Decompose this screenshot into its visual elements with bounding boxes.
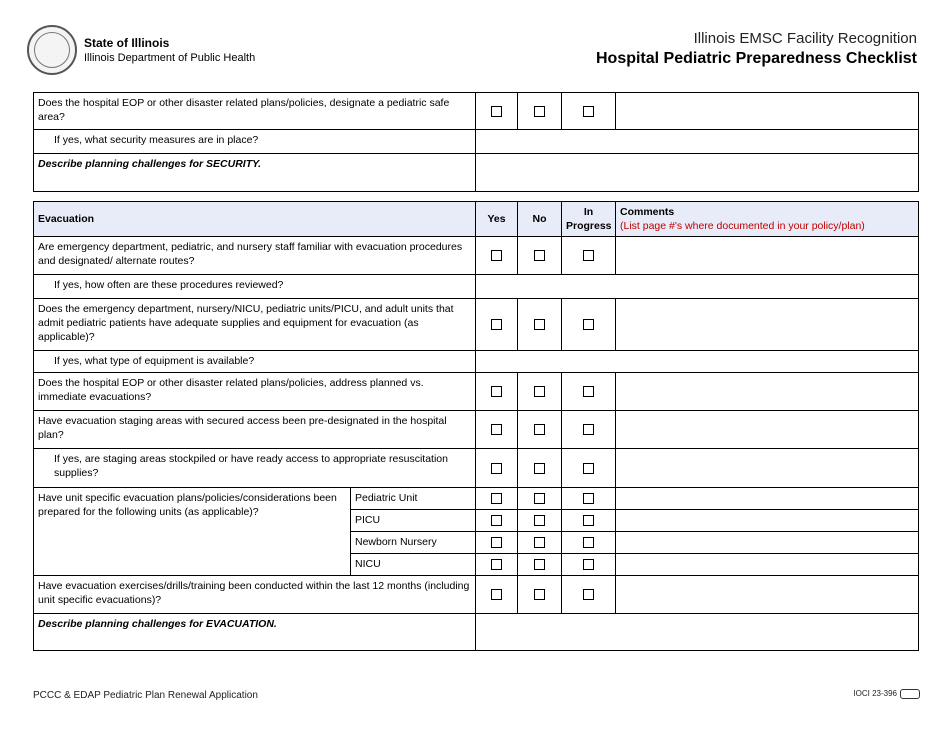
in-progress-checkbox[interactable] [583, 386, 594, 397]
no-checkbox[interactable] [534, 589, 545, 600]
question-text: Have unit specific evacuation plans/policies/considerations been prepared for the following units (as applicable)? [34, 488, 351, 576]
no-checkbox[interactable] [534, 463, 545, 474]
in-progress-checkbox[interactable] [583, 559, 594, 570]
program-title: Illinois EMSC Facility Recognition [693, 30, 917, 47]
in-progress-cell [562, 532, 616, 554]
comments-field[interactable] [616, 299, 919, 351]
in-progress-cell [562, 299, 616, 351]
yes-checkbox[interactable] [491, 589, 502, 600]
table-row [34, 130, 919, 154]
in-progress-cell [562, 576, 616, 614]
comments-field[interactable] [616, 93, 919, 130]
yes-checkbox[interactable] [491, 424, 502, 435]
table-row [34, 576, 919, 614]
table-row [34, 351, 919, 373]
state-name: State of Illinois [84, 36, 170, 50]
yes-cell [476, 576, 518, 614]
no-cell [518, 449, 562, 488]
table-row [34, 614, 919, 651]
footer-code [853, 689, 920, 699]
table-row [34, 449, 919, 488]
yes-checkbox[interactable] [491, 515, 502, 526]
yes-checkbox[interactable] [491, 463, 502, 474]
answer-field[interactable] [476, 351, 919, 373]
yes-cell [476, 237, 518, 275]
page-header [0, 0, 950, 90]
no-cell [518, 554, 562, 576]
in-progress-cell [562, 373, 616, 411]
table-row [34, 373, 919, 411]
department-name: Illinois Department of Public Health [84, 52, 256, 64]
footer-code-text: IOCI 23-396 [853, 689, 897, 699]
question-text: Does the emergency department, nursery/NICU, pediatric units/PICU, and adult units that admit pediatric patients have adequate supplies and equipment for evacuation (as applicable)? [34, 299, 476, 351]
sub-question-text: If yes, are staging areas stockpiled or have ready access to appropriate resuscitation supplies? [34, 449, 476, 488]
in-progress-cell [562, 510, 616, 532]
table-row [34, 275, 919, 299]
in-progress-checkbox[interactable] [583, 463, 594, 474]
no-checkbox[interactable] [534, 515, 545, 526]
in-progress-checkbox[interactable] [583, 319, 594, 330]
comments-field[interactable] [616, 449, 919, 488]
yes-cell [476, 411, 518, 449]
state-seal-icon [27, 25, 77, 75]
unit-label: Pediatric Unit [351, 488, 476, 510]
yes-cell [476, 554, 518, 576]
unit-label: PICU [351, 510, 476, 532]
printer-mark-icon [900, 689, 920, 699]
yes-header: Yes [476, 202, 518, 237]
question-text: Are emergency department, pediatric, and nursery staff familiar with evacuation procedures and designated/ alternate routes? [34, 237, 476, 275]
comments-field[interactable] [616, 532, 919, 554]
sub-question-text: If yes, what security measures are in place? [34, 130, 476, 154]
no-checkbox[interactable] [534, 424, 545, 435]
yes-checkbox[interactable] [491, 319, 502, 330]
table-row [34, 488, 919, 510]
in-progress-cell [562, 237, 616, 275]
no-cell [518, 532, 562, 554]
in-progress-cell [562, 93, 616, 130]
in-progress-checkbox[interactable] [583, 493, 594, 504]
unit-label: NICU [351, 554, 476, 576]
in-progress-header: In Progress [562, 202, 616, 237]
comments-field[interactable] [616, 488, 919, 510]
yes-checkbox[interactable] [491, 250, 502, 261]
in-progress-checkbox[interactable] [583, 589, 594, 600]
in-progress-checkbox[interactable] [583, 250, 594, 261]
yes-cell [476, 532, 518, 554]
challenges-label: Describe planning challenges for SECURITY. [34, 154, 476, 192]
question-text: Does the hospital EOP or other disaster related plans/policies, designate a pediatric safe area? [34, 93, 476, 130]
comments-field[interactable] [616, 510, 919, 532]
sub-question-text: If yes, what type of equipment is available? [34, 351, 476, 373]
unit-label: Newborn Nursery [351, 532, 476, 554]
question-text: Have evacuation staging areas with secured access been pre-designated in the hospital plan? [34, 411, 476, 449]
no-cell [518, 237, 562, 275]
in-progress-cell [562, 488, 616, 510]
challenges-field[interactable] [476, 154, 919, 192]
no-cell [518, 93, 562, 130]
in-progress-checkbox[interactable] [583, 106, 594, 117]
no-cell [518, 576, 562, 614]
table-header-row [34, 202, 919, 237]
table-row [34, 154, 919, 192]
no-cell [518, 299, 562, 351]
in-progress-cell [562, 554, 616, 576]
in-progress-checkbox[interactable] [583, 515, 594, 526]
challenges-field[interactable] [476, 614, 919, 651]
yes-cell [476, 299, 518, 351]
comments-field[interactable] [616, 411, 919, 449]
comments-header-label: Comments [620, 206, 675, 218]
checklist-title: Hospital Pediatric Preparedness Checklist [595, 50, 917, 67]
answer-field[interactable] [476, 275, 919, 299]
in-progress-cell [562, 411, 616, 449]
sub-question-text: If yes, how often are these procedures reviewed? [34, 275, 476, 299]
yes-checkbox[interactable] [491, 493, 502, 504]
footer-label: PCCC & EDAP Pediatric Plan Renewal Application [33, 690, 258, 701]
no-cell [518, 373, 562, 411]
yes-checkbox[interactable] [491, 559, 502, 570]
in-progress-checkbox[interactable] [583, 424, 594, 435]
in-progress-cell [562, 449, 616, 488]
in-progress-checkbox[interactable] [583, 537, 594, 548]
comments-header-note: (List page #'s where documented in your policy/plan) [620, 220, 865, 232]
question-text: Have evacuation exercises/drills/training been conducted within the last 12 months (including unit specific evacuations)? [34, 576, 476, 614]
table-row [34, 237, 919, 275]
yes-cell [476, 488, 518, 510]
comments-field[interactable] [616, 554, 919, 576]
yes-cell [476, 93, 518, 130]
evacuation-table [33, 201, 919, 651]
no-header: No [518, 202, 562, 237]
table-row [34, 93, 919, 130]
no-cell [518, 510, 562, 532]
comments-header [616, 202, 919, 237]
yes-cell [476, 449, 518, 488]
no-checkbox[interactable] [534, 106, 545, 117]
yes-checkbox[interactable] [491, 386, 502, 397]
security-table [33, 92, 919, 192]
section-header: Evacuation [34, 202, 476, 237]
comments-field[interactable] [616, 237, 919, 275]
no-checkbox[interactable] [534, 559, 545, 570]
no-cell [518, 411, 562, 449]
answer-field[interactable] [476, 130, 919, 154]
no-checkbox[interactable] [534, 537, 545, 548]
yes-cell [476, 510, 518, 532]
yes-checkbox[interactable] [491, 106, 502, 117]
yes-cell [476, 373, 518, 411]
no-cell [518, 488, 562, 510]
table-row [34, 411, 919, 449]
yes-checkbox[interactable] [491, 537, 502, 548]
no-checkbox[interactable] [534, 493, 545, 504]
comments-field[interactable] [616, 373, 919, 411]
question-text: Does the hospital EOP or other disaster related plans/policies, address planned vs. immediate evacuations? [34, 373, 476, 411]
challenges-label: Describe planning challenges for EVACUATION. [34, 614, 476, 651]
comments-field[interactable] [616, 576, 919, 614]
no-checkbox[interactable] [534, 319, 545, 330]
no-checkbox[interactable] [534, 386, 545, 397]
no-checkbox[interactable] [534, 250, 545, 261]
table-row [34, 299, 919, 351]
